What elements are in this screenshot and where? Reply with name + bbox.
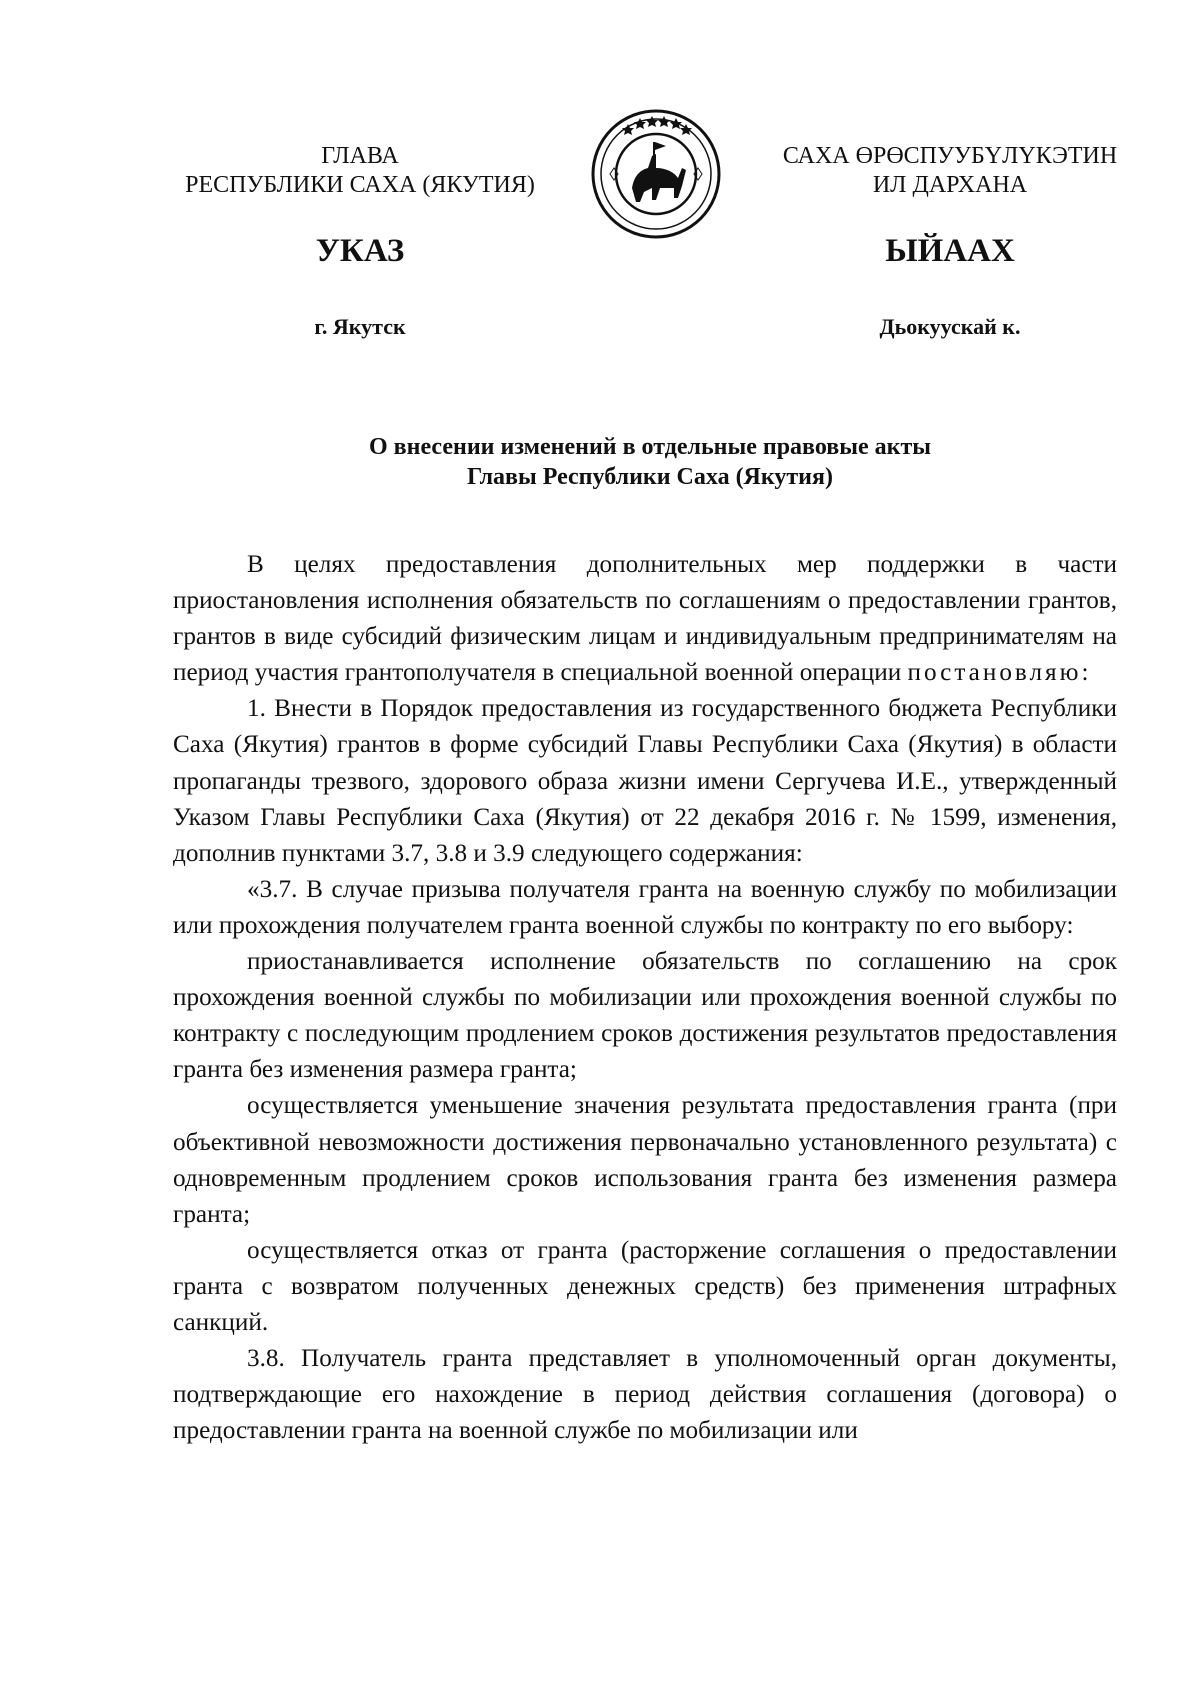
city-yakut: Дьокуускай к.	[879, 314, 1021, 339]
issuer-block-russian	[165, 142, 555, 200]
clause-3-7-option-2: осуществляется уменьшение значения результата предоставления гранта (при объективной невозможности достижения первоначально установленного результата) с одновременным продлением сроков использования гранта без изменения размера гранта;	[173, 1092, 1117, 1228]
issuer-line-1: САХА ӨРӨСПУУБҮЛҮКЭТИН	[782, 143, 1118, 169]
title-line-2: Главы Республики Саха (Якутия)	[467, 464, 833, 490]
preamble-text: В целях предоставления дополнительных мер поддержки в части приостановления исполнения обязательств по соглашениям о предоставлении грантов, грантов в виде субсидий физическим лицам и индивидуальным предпринимателям на период участия грантополучателя в специальной военной операции	[173, 551, 1117, 687]
title-line-1: О внесении изменений в отдельные правовые акты	[369, 434, 931, 460]
decree-body	[173, 547, 1117, 1449]
clause-3-7-option-3: осуществляется отказ от гранта (расторжение соглашения о предоставлении гранта с возвратом полученных денежных средств) без применения штрафных санкций.	[173, 1236, 1117, 1336]
doc-type-russian: УКАЗ	[315, 233, 405, 269]
city-russian: г. Якутск	[314, 314, 406, 339]
issuer-line-2: ИЛ ДАРХАНА	[872, 172, 1028, 198]
item-1-paragraph: 1. Внести в Порядок предоставления из государственного бюджета Республики Саха (Якутия) грантов в форме субсидий Главы Республики Саха (Якутия) в области пропаганды трезвого, здорового образа жизни имени Сергучева И.Е., утвержденный Указом Главы Республики Саха (Якутия) от 22 декабря 2016 г. № 1599, изменения, дополнив пунктами 3.7, 3.8 и 3.9 следующего содержания:	[173, 695, 1117, 867]
doc-type-yakut: ЫЙААХ	[885, 233, 1015, 269]
preamble-paragraph	[173, 547, 1117, 691]
decree-word: постановляю:	[907, 659, 1092, 687]
clause-3-8-paragraph: 3.8. Получатель гранта представляет в уполномоченный орган документы, подтверждающие его нахождение в период действия соглашения (договора) о предоставлении гранта на военной службе по мобилизации или	[173, 1345, 1117, 1445]
clause-3-7-paragraph: «3.7. В случае призыва получателя гранта на военную службу по мобилизации или прохождения получателем гранта военной службы по контракту по его выбору:	[173, 875, 1117, 939]
decree-title	[170, 432, 1130, 492]
coat-of-arms-emblem	[590, 108, 722, 240]
clause-3-7-option-1: приостанавливается исполнение обязательств по соглашению на срок прохождения военной службы по мобилизации или прохождения военной службы по контракту с последующим продлением сроков достижения результатов предоставления гранта без изменения размера гранта;	[173, 948, 1117, 1084]
issuer-block-yakut	[760, 142, 1140, 200]
issuer-line-2: РЕСПУБЛИКИ САХА (ЯКУТИЯ)	[185, 172, 535, 198]
issuer-line-1: ГЛАВА	[321, 143, 399, 169]
